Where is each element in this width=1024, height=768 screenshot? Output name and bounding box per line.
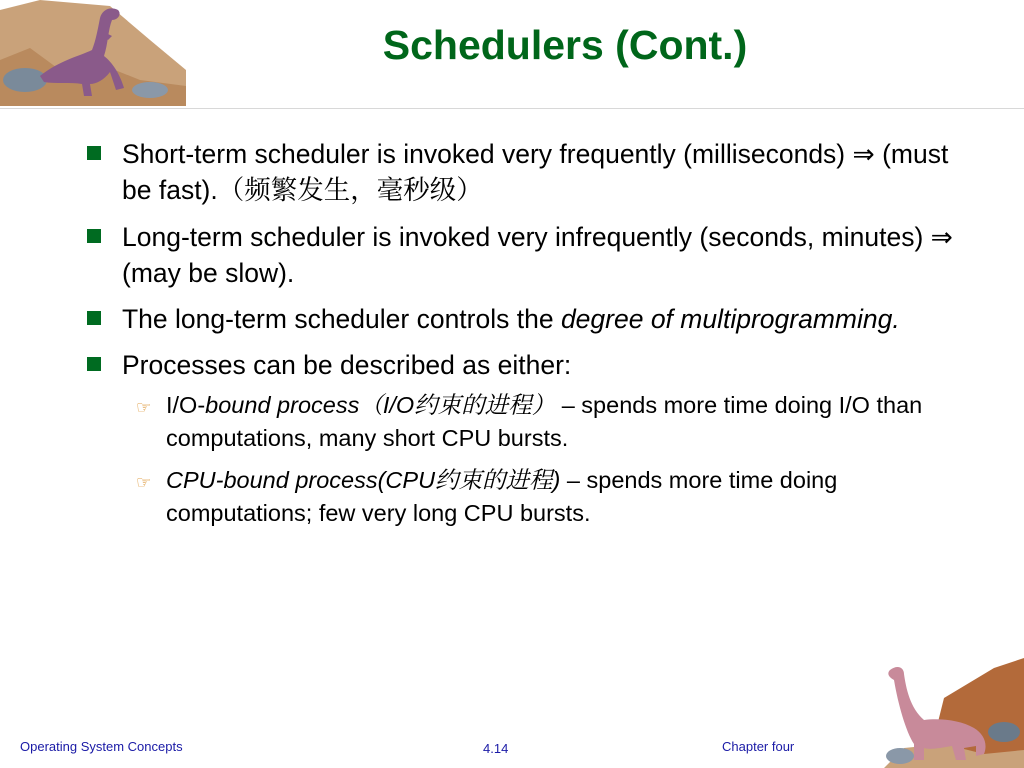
bullet-degree [84,301,964,337]
subitem-italic: bound process（I/O约束的进程） [205,392,556,418]
dinosaur-logo-icon [884,658,1024,768]
footer-course: Operating System Concepts [20,739,183,754]
bullet-text: Short-term scheduler is invoked very frequently (milliseconds) ⇒ (must be fast). [122,139,949,205]
square-bullet-icon [87,357,101,371]
sub-list [122,389,964,530]
subitem-rest: – spends more time doing computations; few very long CPU bursts. [166,467,838,526]
square-bullet-icon [87,146,101,160]
square-bullet-icon [87,229,101,243]
bullet-italic-text: degree of multiprogramming. [560,304,900,334]
subitem-rest: – spends more time doing I/O than computations, many short CPU bursts. [166,392,923,451]
bullet-text: The long-term scheduler controls the [122,304,561,334]
bullet-short-term [84,136,964,209]
subitem-lead: I/O- [166,392,206,418]
pointing-hand-icon: ☞ [136,398,152,417]
header-divider [0,108,1024,109]
subitem-io-bound [122,389,964,455]
bullet-cjk-text: （频繁发生，毫秒级） [217,175,483,206]
bullet-processes [84,347,964,530]
slide-title: Schedulers (Cont.) [382,22,748,68]
subitem-cpu-bound [122,464,964,530]
bullet-list [84,136,964,540]
subitem-italic: CPU-bound process(CPU约束的进程) [166,467,561,493]
bullet-text: Processes can be described as either: [122,350,572,380]
bullet-text: Long-term scheduler is invoked very infrequently (seconds, minutes) ⇒ (may be slow). [122,222,953,288]
footer-page-number: 4.14 [483,741,509,756]
bullet-long-term [84,219,964,291]
pointing-hand-icon: ☞ [136,473,152,492]
footer-chapter: Chapter four [722,739,795,754]
square-bullet-icon [87,311,101,325]
